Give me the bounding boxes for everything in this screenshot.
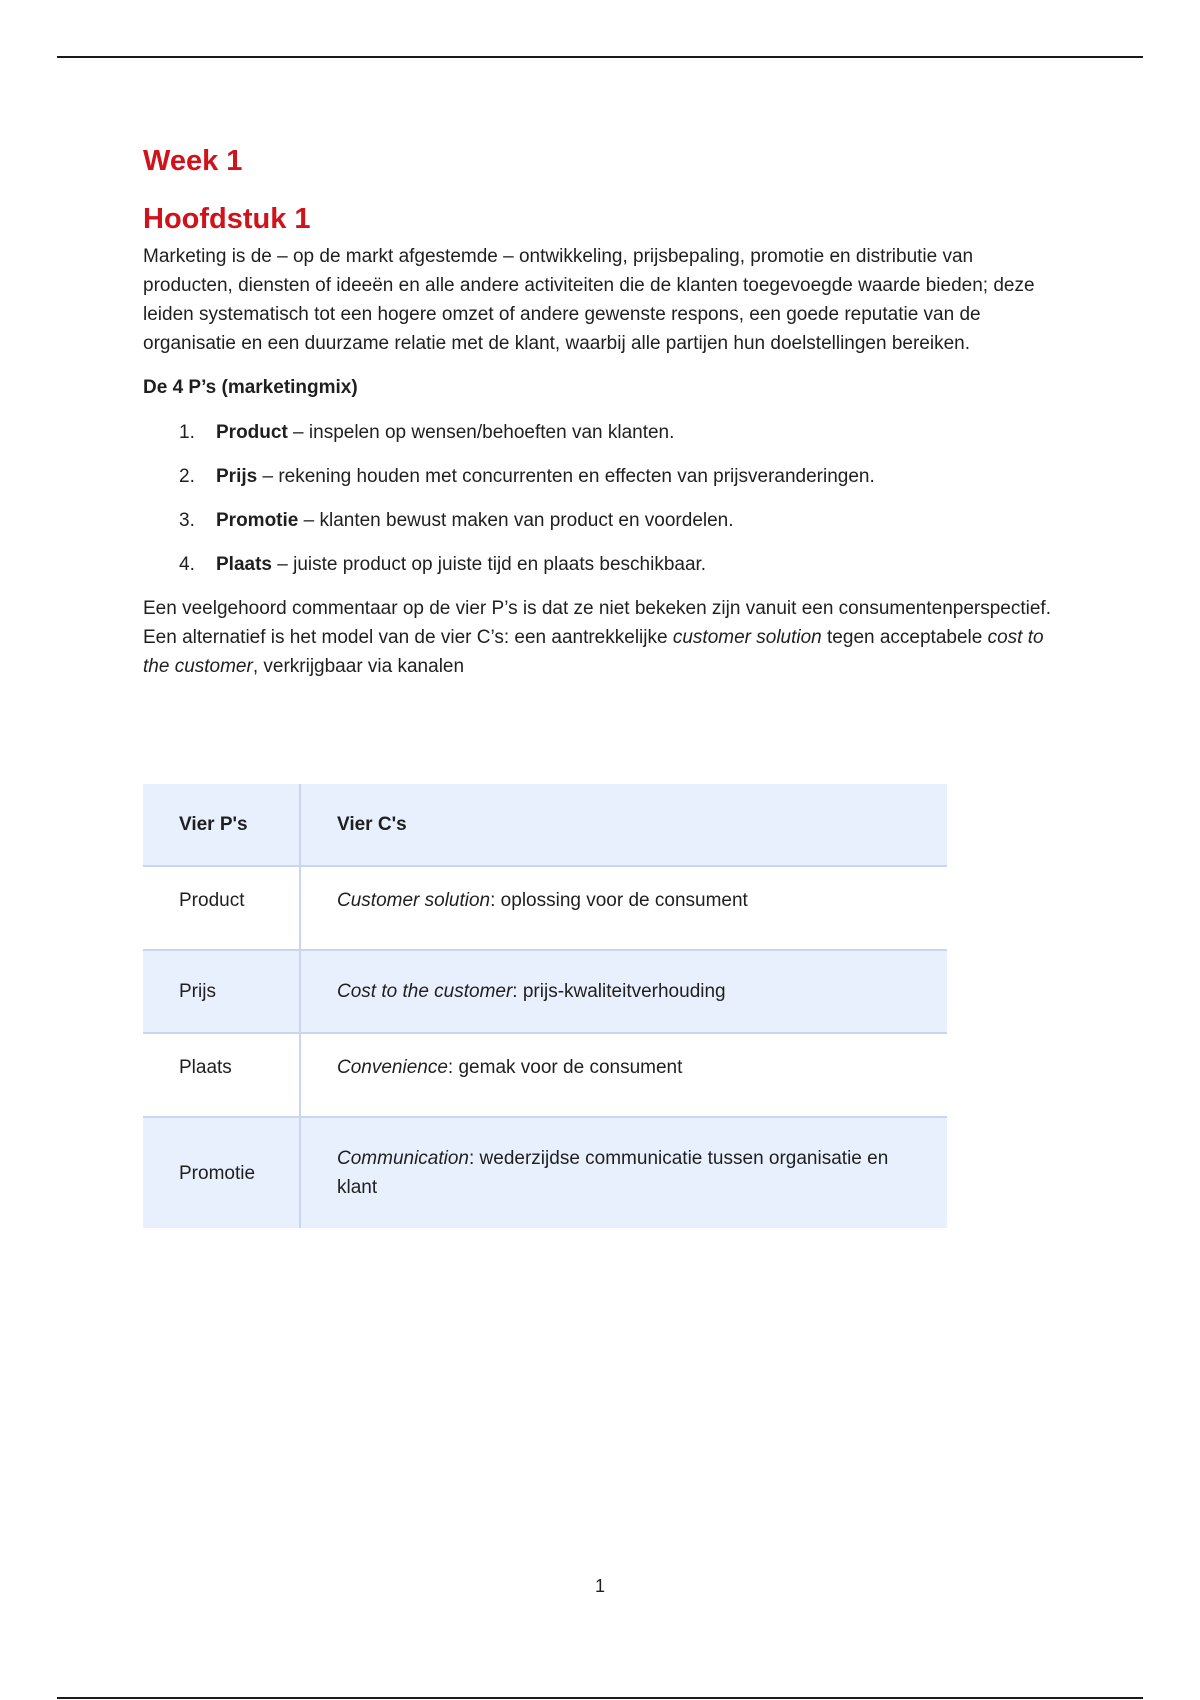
table-cell-c — [300, 1117, 947, 1228]
table-cell-p: Promotie — [143, 1117, 300, 1228]
table-cell-p: Prijs — [143, 950, 300, 1033]
cell-italic: Customer solution — [337, 890, 491, 911]
cell-text: : wederzijdse communicatie tussen organisatie en klant — [337, 1148, 889, 1198]
list-term: Prijs — [216, 466, 258, 487]
list-number: 3. — [179, 510, 195, 531]
list-item — [179, 418, 1063, 447]
comment-text: Een veelgehoord commentaar op de vier P’s is dat ze niet bekeken zijn vanuit een consumentenperspectief. Een alternatief is het model van de vier C’s: een aantrekkelijke — [143, 598, 1051, 648]
comment-text: , verkrijgbaar via kanalen — [252, 656, 465, 677]
cell-italic: Communication — [337, 1148, 469, 1169]
cell-text: : prijs-kwaliteitverhouding — [512, 981, 726, 1002]
cell-italic: Cost to the customer — [337, 981, 513, 1002]
cell-text: : gemak voor de consument — [447, 1057, 683, 1078]
comment-italic: cost to the customer — [143, 627, 1044, 677]
list-text: – klanten bewust maken van product en voordelen. — [298, 510, 734, 531]
intro-paragraph: Marketing is de – op de markt afgestemde – ontwikkeling, prijsbepaling, promotie en distributie van producten, diensten of ideeën en alle andere activiteiten die de klanten toegevoegde waarde bieden; deze leiden systematisch tot een hogere omzet of andere gewenste respons, een goede reputatie van de organisatie en een duurzame relatie met de klant, waarbij alle partijen hun doelstellingen bereiken. — [143, 246, 1035, 354]
table-cell-c — [300, 950, 947, 1033]
comment-text: tegen acceptabele — [821, 627, 988, 648]
table-cell-p: Plaats — [143, 1033, 300, 1117]
list-term: Product — [216, 422, 288, 443]
comment-italic: customer solution — [672, 627, 822, 648]
table-header-row — [143, 784, 947, 866]
table-cell-c — [300, 1033, 947, 1117]
list-item — [179, 506, 1063, 535]
table-cell-c — [300, 866, 947, 950]
cell-text: : oplossing voor de consument — [490, 890, 748, 911]
ps-vs-cs-table — [143, 784, 947, 1228]
page-number: 1 — [594, 1576, 605, 1596]
page-content — [143, 140, 1063, 681]
list-item — [179, 550, 1063, 579]
table-row — [143, 866, 947, 950]
footer-rule — [57, 1697, 1143, 1699]
table-header-c: Vier C's — [337, 814, 407, 835]
four-ps-list — [143, 418, 1063, 579]
comment-paragraph — [143, 594, 1063, 681]
marketing-mix-title: De 4 P’s (marketingmix) — [143, 377, 358, 398]
list-number: 2. — [179, 466, 195, 487]
list-text: – rekening houden met concurrenten en effecten van prijsveranderingen. — [257, 466, 875, 487]
list-item — [179, 462, 1063, 491]
list-number: 1. — [179, 422, 195, 443]
list-number: 4. — [179, 554, 195, 575]
table-row — [143, 1117, 947, 1228]
table-header-p: Vier P's — [143, 784, 300, 866]
heading-week: Week 1 — [143, 145, 243, 177]
heading-chapter: Hoofdstuk 1 — [143, 203, 311, 235]
header-rule — [57, 56, 1143, 58]
list-term: Plaats — [216, 554, 272, 575]
list-term: Promotie — [216, 510, 299, 531]
list-text: – juiste product op juiste tijd en plaats beschikbaar. — [271, 554, 707, 575]
table-row — [143, 1033, 947, 1117]
cell-italic: Convenience — [337, 1057, 448, 1078]
list-text: – inspelen op wensen/behoeften van klanten. — [287, 422, 675, 443]
table-cell-p: Product — [143, 866, 300, 950]
table-row — [143, 950, 947, 1033]
